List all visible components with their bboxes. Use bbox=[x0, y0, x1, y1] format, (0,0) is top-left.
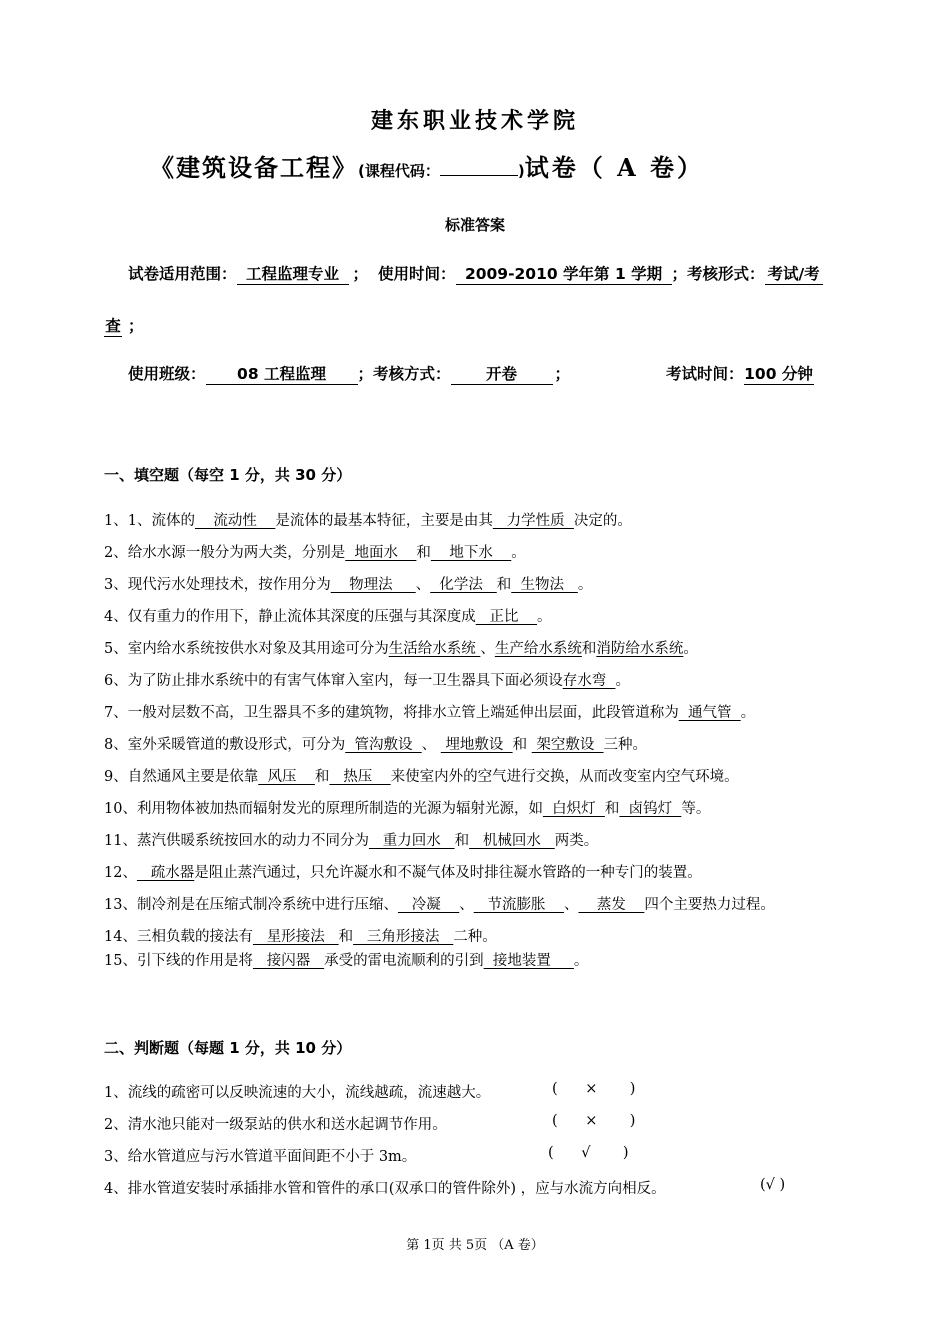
question-text: 4、仅有重力的作用下，静止流体其深度的压强与其深度成 bbox=[104, 609, 476, 625]
answer-blank: 埋地敷设 bbox=[440, 737, 513, 753]
question-3 bbox=[104, 573, 592, 594]
answer-blank: 正比 bbox=[475, 609, 537, 625]
question-text: 。 bbox=[537, 609, 552, 625]
question-10 bbox=[104, 797, 710, 818]
answer-blank: 疏水器 bbox=[136, 865, 195, 881]
question-12 bbox=[104, 861, 702, 882]
answer-blank: 生产给水系统 bbox=[494, 641, 582, 657]
question-text: 。 bbox=[740, 705, 756, 721]
question-6 bbox=[104, 669, 630, 690]
form-value-1: 考试/考 bbox=[765, 266, 823, 285]
method-value: 开卷 bbox=[451, 366, 553, 385]
class-label: 使用班级： bbox=[128, 365, 206, 383]
answer-blank: 卤钨灯 bbox=[619, 801, 682, 817]
question-text: 2、给水水源一般分为两大类，分别是 bbox=[104, 545, 346, 561]
answer-blank: 蒸发 bbox=[578, 897, 645, 913]
school-name: 建东职业技术学院 bbox=[370, 108, 579, 134]
answer-blank: 存水弯 bbox=[562, 673, 616, 689]
question-text: 和 bbox=[496, 577, 512, 593]
answer-blank: 地面水 bbox=[345, 545, 417, 561]
tf-question-3: 3、给水管道应与污水管道平面间距不小于 3m。 bbox=[104, 1149, 417, 1165]
question-text: 和 bbox=[604, 801, 620, 817]
question-text: 和 bbox=[454, 833, 470, 849]
question-text: 。 bbox=[577, 577, 593, 593]
info-line-1b bbox=[104, 314, 144, 337]
exam-title bbox=[150, 148, 704, 183]
question-15 bbox=[104, 949, 588, 970]
question-text: 二种。 bbox=[453, 929, 497, 945]
question-9 bbox=[104, 765, 739, 786]
answer-blank: 热压 bbox=[329, 769, 391, 785]
question-text: 四个主要热力过程。 bbox=[644, 897, 775, 913]
question-text: 10、利用物体被加热而辐射发光的原理所制造的光源为辐射光源，如 bbox=[104, 801, 543, 817]
question-text: 是阻止蒸汽通过，只允许凝水和不凝气体及时排往凝水管路的一种专门的装置。 bbox=[194, 865, 702, 881]
answer-blank: 消防给水系统 bbox=[596, 641, 684, 657]
sep-2: ；考核形式： bbox=[671, 265, 765, 283]
answer-blank: 流动性 bbox=[194, 513, 276, 529]
question-text: 5、室内给水系统按供水对象及其用途可分为 bbox=[104, 641, 389, 657]
tf-answer-2: ( × ) bbox=[552, 1113, 636, 1129]
answer-blank: 管沟敷设 bbox=[345, 737, 422, 753]
question-text: 8、室外采暖管道的敷设形式，可分为 bbox=[104, 737, 346, 753]
section-1-heading: 一、填空题（每空 1 分，共 30 分） bbox=[104, 466, 352, 484]
question-text: 13、制冷剂是在压缩式制冷系统中进行压缩、 bbox=[104, 897, 398, 913]
course-code-close: ) bbox=[517, 162, 525, 180]
answer-blank: 通气管 bbox=[678, 705, 741, 721]
question-11 bbox=[104, 829, 598, 850]
question-text: 三种。 bbox=[603, 737, 648, 753]
answer-blank: 物理法 bbox=[330, 577, 416, 593]
answer-blank: 化学法 bbox=[430, 577, 497, 593]
question-text: 和 bbox=[338, 929, 354, 945]
question-text: 、 bbox=[459, 897, 474, 913]
tf-question-4: 4、排水管道安装时承插排水管和管件的承口(双承口的管件除外) ，应与水流方向相反。 bbox=[104, 1181, 666, 1197]
answer-blank: 白炽灯 bbox=[542, 801, 605, 817]
question-text: 、 bbox=[415, 577, 431, 593]
question-text: 9、自然通风主要是依靠 bbox=[104, 769, 259, 785]
answer-blank: 生活给水系统 bbox=[388, 641, 481, 657]
scope-label: 试卷适用范围： bbox=[128, 265, 237, 283]
answer-blank: 三角形接法 bbox=[353, 929, 454, 945]
question-text: 、 bbox=[480, 641, 495, 657]
duration-label: 考试时间： bbox=[666, 365, 744, 383]
question-1 bbox=[104, 509, 632, 530]
question-text: 两类。 bbox=[554, 833, 599, 849]
question-text: 。 bbox=[573, 953, 589, 969]
question-text: 15、引下线的作用是将 bbox=[104, 953, 253, 969]
class-value: 08 工程监理 bbox=[206, 366, 358, 385]
answer-blank: 重力回水 bbox=[368, 833, 455, 849]
question-text: 6、为了防止排水系统中的有害气体窜入室内，每一卫生器具下面必须设 bbox=[104, 673, 563, 689]
time-value: 2009-2010 学年第 1 学期 bbox=[456, 266, 672, 285]
answer-blank: 接地装置 bbox=[483, 953, 574, 969]
answer-blank: 节流膨胀 bbox=[473, 897, 564, 913]
question-text: 决定的。 bbox=[573, 513, 632, 529]
answer-blank: 星形接法 bbox=[252, 929, 339, 945]
tf-answer-1: ( × ) bbox=[552, 1081, 636, 1097]
page-footer: 第 1页 共 5页 （A 卷） bbox=[406, 1238, 544, 1253]
question-text: 、 bbox=[421, 737, 441, 753]
question-5 bbox=[104, 637, 698, 658]
question-text: 来使室内外的空气进行交换，从而改变室内空气环境。 bbox=[390, 769, 739, 785]
duration bbox=[666, 362, 814, 385]
time-label: 使用时间： bbox=[378, 265, 456, 283]
course-title: 《建筑设备工程》 bbox=[150, 153, 358, 182]
sep-1: ； bbox=[352, 265, 369, 283]
tf-question-1: 1、流线的疏密可以反映流速的大小，流线越疏，流速越大。 bbox=[104, 1085, 491, 1101]
question-text: 和 bbox=[512, 737, 532, 753]
answer-blank: 冷凝 bbox=[397, 897, 460, 913]
question-text: 。 bbox=[511, 545, 526, 561]
sep-5: ； bbox=[554, 365, 571, 383]
page-subtitle: 标准答案 bbox=[444, 216, 505, 234]
question-14 bbox=[104, 925, 497, 946]
question-13 bbox=[104, 893, 775, 914]
question-4 bbox=[104, 605, 552, 626]
question-text: 、 bbox=[563, 897, 579, 913]
question-text: 14、三相负载的接法有 bbox=[104, 929, 253, 945]
sep-3: ； bbox=[128, 317, 144, 335]
answer-blank: 风压 bbox=[258, 769, 315, 785]
form-value-2: 查 bbox=[105, 317, 121, 335]
paper-label: 试卷（ A 卷） bbox=[524, 153, 705, 182]
question-text: 3、现代污水处理技术，按作用分为 bbox=[104, 577, 331, 593]
question-text: 是流体的最基本特征，主要是由其 bbox=[275, 513, 493, 529]
section-2-heading: 二、判断题（每题 1 分，共 10 分） bbox=[104, 1039, 352, 1057]
info-line-1 bbox=[128, 262, 823, 285]
question-text: 7、一般对层数不高，卫生器具不多的建筑物，将排水立管上端延伸出层面，此段管道称为 bbox=[104, 705, 679, 721]
tf-answer-4: (√ ) bbox=[760, 1177, 786, 1193]
question-text: 。 bbox=[615, 673, 630, 689]
answer-blank: 生物法 bbox=[511, 577, 578, 593]
question-text: 1、1、流体的 bbox=[104, 513, 195, 529]
answer-blank: 地下水 bbox=[430, 545, 512, 561]
question-text: 和 bbox=[416, 545, 431, 561]
scope-value: 工程监理专业 bbox=[237, 266, 349, 285]
course-code-label: (课程代码： bbox=[358, 162, 440, 180]
tf-question-2: 2、清水池只能对一级泵站的供水和送水起调节作用。 bbox=[104, 1117, 447, 1133]
question-7 bbox=[104, 701, 755, 722]
answer-blank: 力学性质 bbox=[492, 513, 574, 529]
question-text: 和 bbox=[314, 769, 330, 785]
answer-blank: 机械回水 bbox=[469, 833, 555, 849]
question-text: 。 bbox=[683, 641, 698, 657]
question-2 bbox=[104, 541, 526, 562]
question-text: 承受的雷电流顺利的引到 bbox=[324, 953, 484, 969]
course-code-field bbox=[440, 157, 518, 176]
question-text: 12、 bbox=[104, 865, 137, 881]
duration-value: 100 分钟 bbox=[744, 365, 813, 383]
answer-blank: 架空敷设 bbox=[531, 737, 604, 753]
question-8 bbox=[104, 733, 647, 754]
tf-answer-3: ( √ ) bbox=[548, 1145, 629, 1161]
question-text: 11、蒸汽供暖系统按回水的动力不同分为 bbox=[104, 833, 369, 849]
sep-4: ；考核方式： bbox=[357, 365, 451, 383]
info-line-2 bbox=[128, 362, 570, 385]
answer-blank: 接闪器 bbox=[252, 953, 325, 969]
question-text: 和 bbox=[581, 641, 597, 657]
question-text: 等。 bbox=[681, 801, 711, 817]
